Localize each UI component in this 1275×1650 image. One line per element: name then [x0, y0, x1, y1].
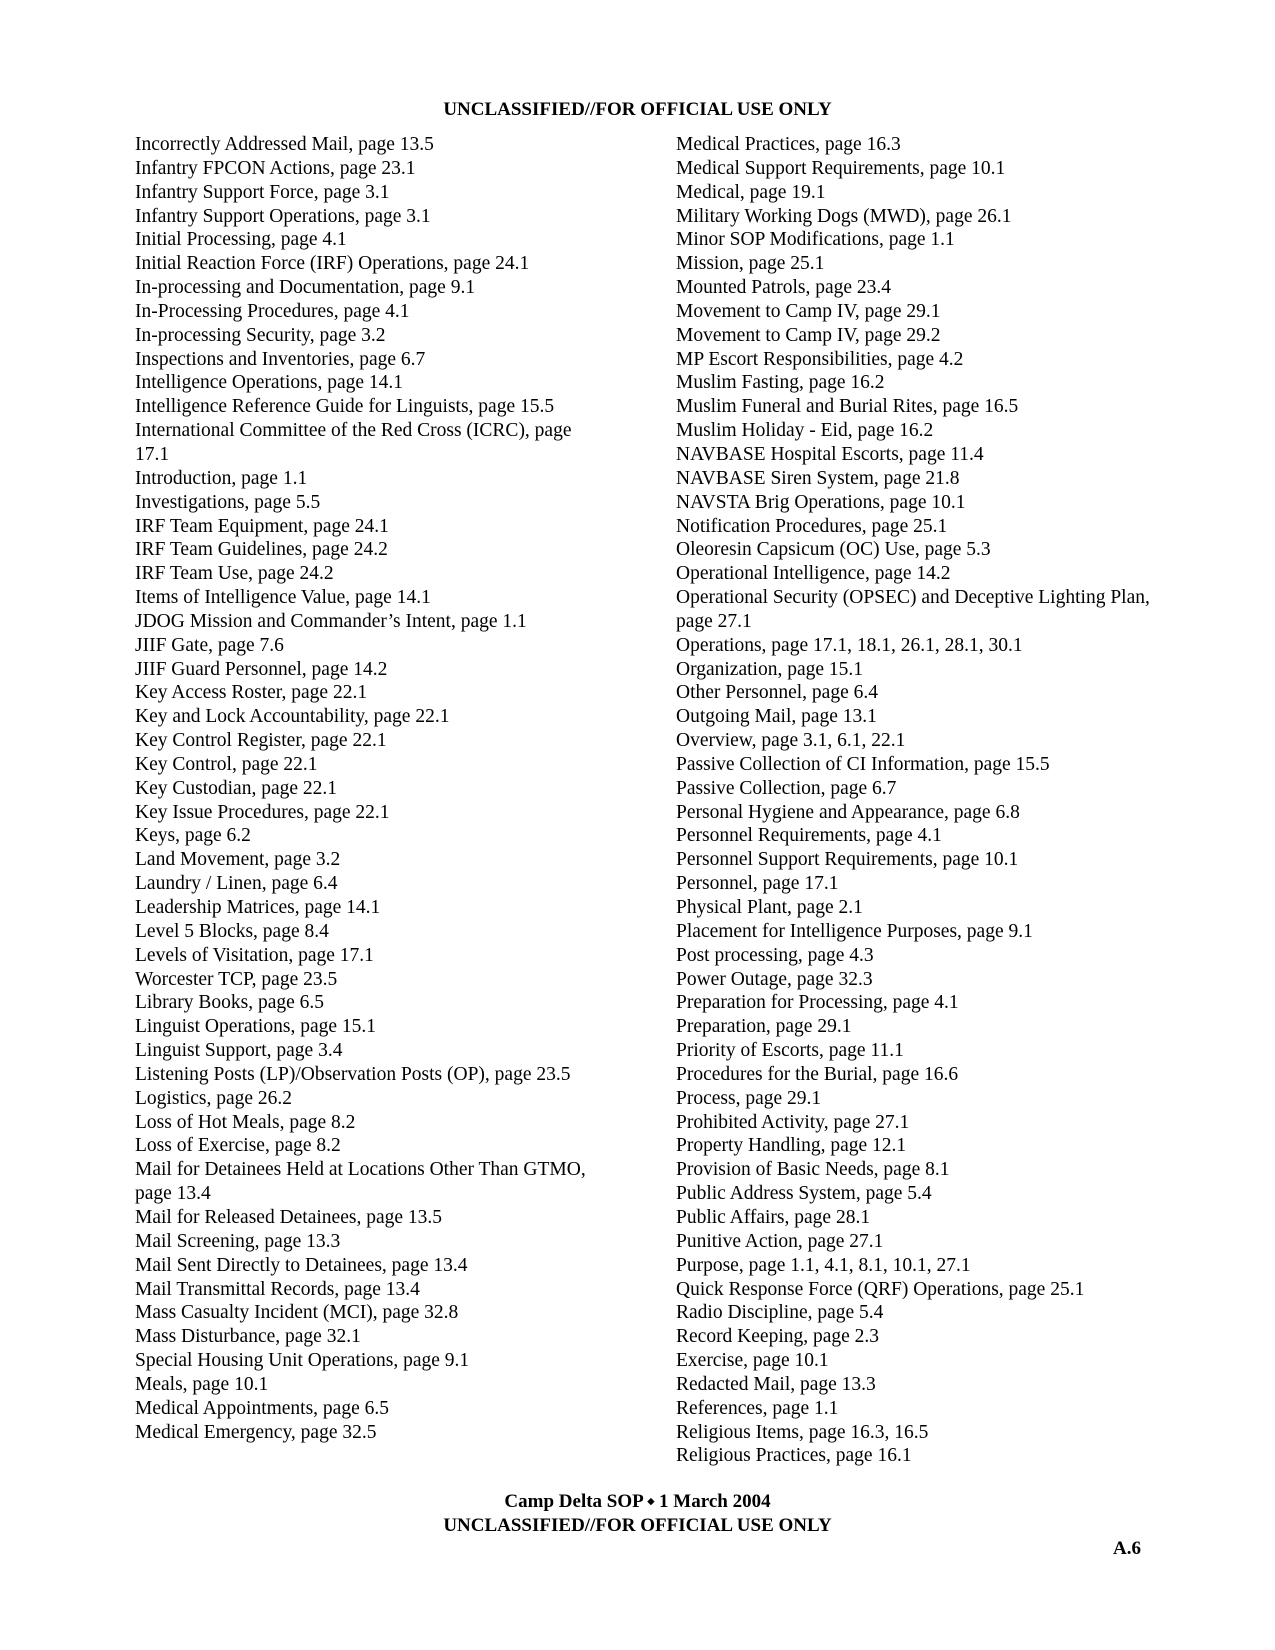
index-entry: Medical Appointments, page 6.5: [135, 1397, 389, 1419]
index-entry: Post processing, page 4.3: [676, 944, 874, 966]
index-entry: Mass Disturbance, page 32.1: [135, 1326, 361, 1348]
index-entry: Property Handling, page 12.1: [676, 1135, 907, 1157]
index-entry: Passive Collection of CI Information, page 15.5: [676, 753, 1050, 775]
footer-classification: UNCLASSIFIED//FOR OFFICIAL USE ONLY: [443, 1515, 832, 1536]
index-entry: Personnel Support Requirements, page 10.1: [676, 849, 1019, 871]
index-entry: Level 5 Blocks, page 8.4: [135, 920, 329, 942]
index-entry: Initial Processing, page 4.1: [135, 229, 347, 251]
index-entry: Prohibited Activity, page 27.1: [676, 1111, 910, 1133]
index-entry: Mission, page 25.1: [676, 253, 825, 275]
index-entry: Power Outage, page 32.3: [676, 968, 873, 990]
index-entry: Religious Items, page 16.3, 16.5: [676, 1421, 929, 1443]
header-classification: UNCLASSIFIED//FOR OFFICIAL USE ONLY: [443, 99, 832, 120]
index-entry: Oleoresin Capsicum (OC) Use, page 5.3: [676, 539, 991, 561]
index-entry: Special Housing Unit Operations, page 9.1: [135, 1350, 470, 1372]
index-entry: Punitive Action, page 27.1: [676, 1230, 884, 1252]
index-entry: Movement to Camp IV, page 29.2: [676, 324, 941, 346]
index-entry: Process, page 29.1: [676, 1087, 822, 1109]
index-entry: Mounted Patrols, page 23.4: [676, 277, 892, 299]
index-entry: Listening Posts (LP)/Observation Posts (OP), page 23.5: [135, 1063, 571, 1085]
index-entry: International Committee of the Red Cross (ICRC), page 17.1: [135, 420, 572, 465]
index-entry: Preparation, page 29.1: [676, 1016, 852, 1038]
index-entry: Public Affairs, page 28.1: [676, 1206, 871, 1228]
index-entry: Quick Response Force (QRF) Operations, page 25.1: [676, 1278, 1085, 1300]
index-entry: Religious Practices, page 16.1: [676, 1445, 912, 1467]
index-entry: Provision of Basic Needs, page 8.1: [676, 1159, 950, 1181]
index-entry: Linguist Operations, page 15.1: [135, 1016, 376, 1038]
index-entry: Mail Sent Directly to Detainees, page 13.4: [135, 1254, 468, 1276]
index-entry: Leadership Matrices, page 14.1: [135, 897, 381, 918]
index-entry: Priority of Escorts, page 11.1: [676, 1040, 904, 1062]
index-entry: NAVBASE Siren System, page 21.8: [676, 467, 960, 489]
index-entry: Medical, page 19.1: [676, 181, 826, 203]
index-entry: Key Issue Procedures, page 22.1: [135, 801, 390, 823]
index-entry: Incorrectly Addressed Mail, page 13.5: [135, 134, 434, 155]
index-entry: Passive Collection, page 6.7: [676, 777, 897, 799]
index-entry: Operational Intelligence, page 14.2: [676, 563, 951, 585]
index-entry: References, page 1.1: [676, 1397, 839, 1419]
index-entry: Intelligence Operations, page 14.1: [135, 372, 404, 394]
index-entry: Items of Intelligence Value, page 14.1: [135, 587, 431, 609]
index-entry: Intelligence Reference Guide for Linguists, page 15.5: [135, 396, 555, 418]
index-entry: Medical Practices, page 16.3: [676, 134, 901, 155]
index-entry: Personal Hygiene and Appearance, page 6.8: [676, 801, 1020, 823]
index-entry: Laundry / Linen, page 6.4: [135, 873, 338, 895]
index-entry: IRF Team Use, page 24.2: [135, 563, 334, 585]
index-entry: Keys, page 6.2: [135, 825, 251, 847]
index-entry: Loss of Exercise, page 8.2: [135, 1135, 341, 1157]
index-entry: Mail for Released Detainees, page 13.5: [135, 1206, 443, 1228]
index-entry: Operational Security (OPSEC) and Deceptive Lighting Plan, page 27.1: [676, 587, 1150, 632]
index-entry: Redacted Mail, page 13.3: [676, 1373, 876, 1395]
index-entry: Mail Transmittal Records, page 13.4: [135, 1278, 420, 1300]
index-entry: Exercise, page 10.1: [676, 1350, 829, 1372]
index-entry: Muslim Holiday - Eid, page 16.2: [676, 420, 934, 442]
index-entry: Purpose, page 1.1, 4.1, 8.1, 10.1, 27.1: [676, 1254, 971, 1276]
index-entry: JIIF Gate, page 7.6: [135, 634, 284, 656]
index-column-right: [676, 133, 1151, 1468]
index-entry: In-processing Security, page 3.2: [135, 324, 386, 346]
index-entry: Logistics, page 26.2: [135, 1087, 293, 1109]
index-entry: Overview, page 3.1, 6.1, 22.1: [676, 730, 906, 752]
index-entry: Medical Support Requirements, page 10.1: [676, 157, 1006, 179]
index-entry: NAVBASE Hospital Escorts, page 11.4: [676, 443, 984, 465]
index-entry: Muslim Funeral and Burial Rites, page 16.5: [676, 396, 1019, 418]
index-entry: Infantry Support Force, page 3.1: [135, 181, 390, 203]
index-entry: IRF Team Guidelines, page 24.2: [135, 539, 388, 561]
index-entry: Land Movement, page 3.2: [135, 849, 341, 871]
index-entry: Infantry Support Operations, page 3.1: [135, 205, 431, 227]
index-entry: Levels of Visitation, page 17.1: [135, 944, 374, 966]
index-entry: Medical Emergency, page 32.5: [135, 1421, 377, 1443]
index-entry: Notification Procedures, page 25.1: [676, 515, 948, 537]
index-entry: Placement for Intelligence Purposes, page 9.1: [676, 920, 1033, 942]
index-entry: Linguist Support, page 3.4: [135, 1040, 343, 1062]
index-entry: JIIF Guard Personnel, page 14.2: [135, 658, 388, 680]
index-entry: Key and Lock Accountability, page 22.1: [135, 706, 450, 728]
index-entry: Key Control Register, page 22.1: [135, 730, 387, 752]
index-entry: Operations, page 17.1, 18.1, 26.1, 28.1, 30.1: [676, 634, 1023, 656]
index-entry: Physical Plant, page 2.1: [676, 897, 863, 918]
index-entry: In-Processing Procedures, page 4.1: [135, 300, 410, 322]
footer: [0, 1490, 1275, 1538]
index-entry: Key Access Roster, page 22.1: [135, 682, 368, 704]
index-column-left: [135, 133, 605, 1444]
index-entry: NAVSTA Brig Operations, page 10.1: [676, 491, 966, 513]
index-entry: IRF Team Equipment, page 24.1: [135, 515, 389, 537]
index-entry: Introduction, page 1.1: [135, 467, 308, 489]
index-entry: Organization, page 15.1: [676, 658, 864, 680]
index-entry: JDOG Mission and Commander’s Intent, page 1.1: [135, 610, 527, 632]
index-entry: Military Working Dogs (MWD), page 26.1: [676, 205, 1012, 227]
index-entry: Meals, page 10.1: [135, 1373, 269, 1395]
index-entry: Muslim Fasting, page 16.2: [676, 372, 885, 394]
index-entry: Outgoing Mail, page 13.1: [676, 706, 877, 728]
index-entry: Worcester TCP, page 23.5: [135, 968, 338, 990]
index-entry: Investigations, page 5.5: [135, 491, 321, 513]
index-entry: Radio Discipline, page 5.4: [676, 1302, 884, 1324]
index-entry: Library Books, page 6.5: [135, 992, 325, 1014]
index-entry: Minor SOP Modifications, page 1.1: [676, 229, 955, 251]
index-entry: Mail for Detainees Held at Locations Other Than GTMO, page 13.4: [135, 1159, 586, 1205]
index-entry: Key Custodian, page 22.1: [135, 777, 338, 799]
index-entry: Other Personnel, page 6.4: [676, 682, 878, 704]
index-entry: Personnel, page 17.1: [676, 873, 839, 895]
index-entry: MP Escort Responsibilities, page 4.2: [676, 348, 964, 370]
index-entry: Mail Screening, page 13.3: [135, 1230, 341, 1252]
index-entry: Procedures for the Burial, page 16.6: [676, 1063, 959, 1085]
index-entry: Public Address System, page 5.4: [676, 1183, 932, 1205]
index-entry: Preparation for Processing, page 4.1: [676, 992, 959, 1014]
index-entry: Inspections and Inventories, page 6.7: [135, 348, 426, 370]
index-entry: In-processing and Documentation, page 9.1: [135, 277, 476, 299]
index-entry: Mass Casualty Incident (MCI), page 32.8: [135, 1302, 459, 1324]
index-entry: Movement to Camp IV, page 29.1: [676, 300, 941, 322]
index-entry: Initial Reaction Force (IRF) Operations, page 24.1: [135, 253, 530, 275]
index-entry: Loss of Hot Meals, page 8.2: [135, 1111, 356, 1133]
index-entry: Infantry FPCON Actions, page 23.1: [135, 157, 416, 179]
index-entry: Personnel Requirements, page 4.1: [676, 825, 942, 847]
footer-title: Camp Delta SOP ⬩ 1 March 2004: [504, 1491, 771, 1512]
index-entry: Key Control, page 22.1: [135, 753, 318, 775]
index-entry: Record Keeping, page 2.3: [676, 1326, 880, 1348]
page-number: A.6: [1113, 1538, 1141, 1559]
